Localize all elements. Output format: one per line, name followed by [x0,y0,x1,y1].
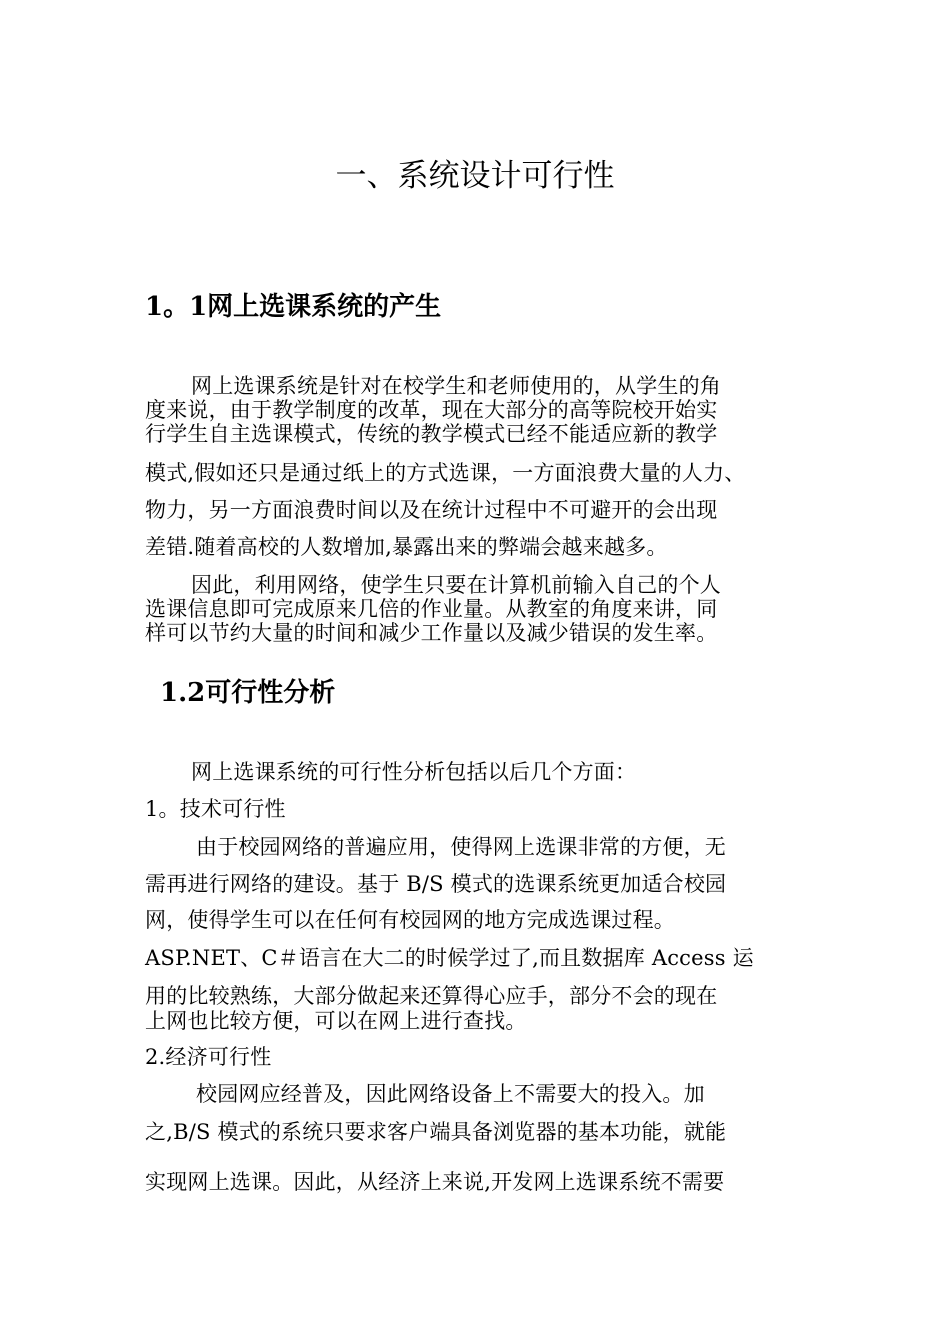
paragraph-line: 用的比较熟练，大部分做起来还算得心应手，部分不会的现在 [145,984,718,1008]
paragraph-line: 由于校园网络的普遍应用，使得网上选课非常的方便，无 [196,835,726,859]
subheading-technical-feasibility: 1。技术可行性 [145,797,286,821]
paragraph-line: 行学生自主选课模式，传统的教学模式已经不能适应新的教学 [145,422,718,446]
paragraph-line: 之,B/S 模式的系统只要求客户端具备浏览器的基本功能，就能 [145,1120,727,1144]
paragraph-line: 网上选课系统的可行性分析包括以后几个方面： [191,760,637,784]
paragraph-line: 因此，利用网络，使学生只要在计算机前输入自己的个人 [191,573,721,597]
paragraph-line: 需再进行网络的建设。基于 B/S 模式的选课系统更加适合校园 [145,872,727,896]
section-heading-1-1: 1。1网上选课系统的产生 [145,292,442,322]
paragraph-line: 校园网应经普及，因此网络设备上不需要大的投入。加 [196,1082,705,1106]
document-title: 一、系统设计可行性 [335,158,615,194]
paragraph-line: 上网也比较方便，可以在网上进行查找。 [145,1009,527,1033]
paragraph-line: 选课信息即可完成原来几倍的作业量。从教室的角度来讲，同 [145,597,718,621]
paragraph-line: 样可以节约大量的时间和减少工作量以及减少错误的发生率。 [145,621,718,645]
paragraph-line: 网上选课系统是针对在校学生和老师使用的，从学生的角 [191,374,721,398]
section-heading-1-2: 1.2可行性分析 [160,678,336,708]
paragraph-line: 网，使得学生可以在任何有校园网的地方完成选课过程。 [145,908,675,932]
paragraph-line: 差错.随着高校的人数增加,暴露出来的弊端会越来越多。 [145,535,668,559]
paragraph-line: ASP.NET、C＃语言在大二的时候学过了,而且数据库 Access 运 [145,946,754,970]
paragraph-line: 模式,假如还只是通过纸上的方式选课，一方面浪费大量的人力、 [145,461,746,485]
paragraph-line: 度来说，由于教学制度的改革，现在大部分的高等院校开始实 [145,398,718,422]
paragraph-line: 实现网上选课。因此，从经济上来说,开发网上选课系统不需要 [145,1170,725,1194]
paragraph-line: 物力，另一方面浪费时间以及在统计过程中不可避开的会出现 [145,498,718,522]
subheading-economic-feasibility: 2.经济可行性 [145,1045,272,1069]
